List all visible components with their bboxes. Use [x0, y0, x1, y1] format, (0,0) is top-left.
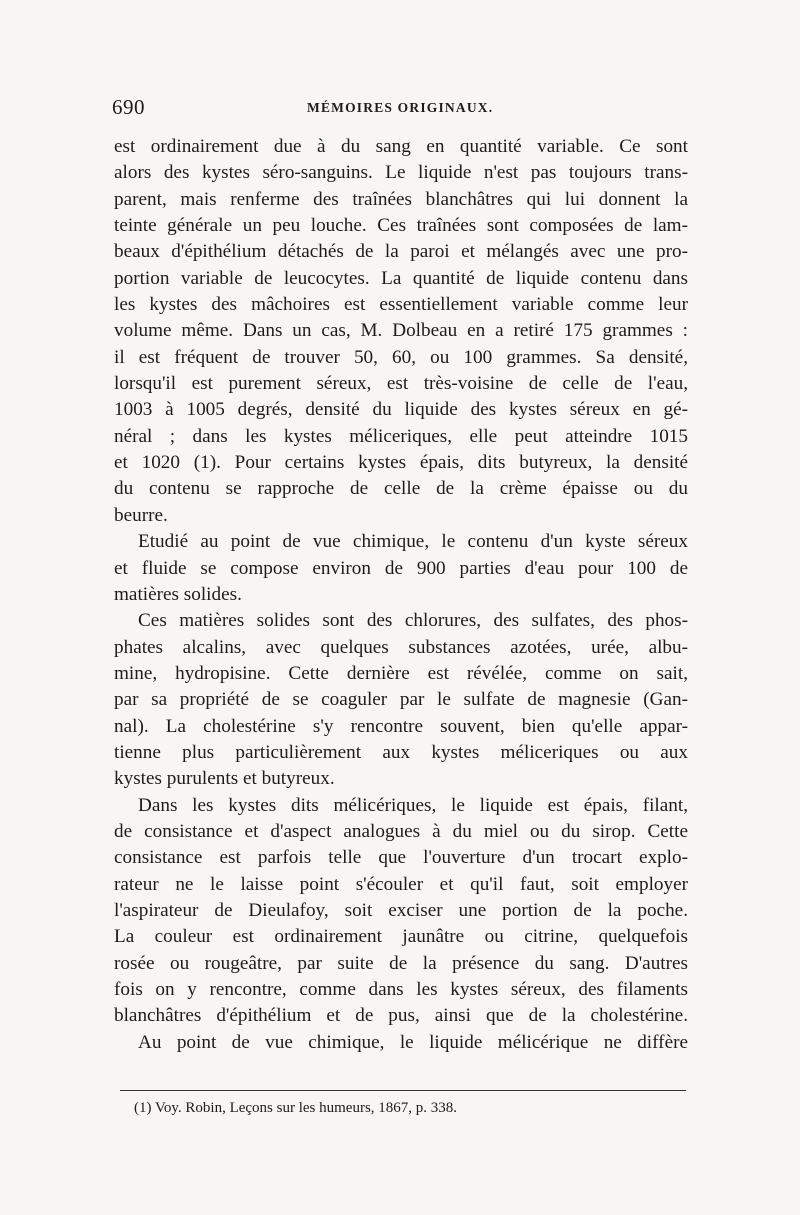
- text-line: Ces matières solides sont des chlorures, des sulfates, des phos-: [138, 610, 688, 632]
- text-line: rateur ne le laisse point s'écouler et qu'il faut, soit employer: [114, 873, 688, 895]
- text-line: Au point de vue chimique, le liquide mélicérique ne diffère: [138, 1031, 688, 1053]
- text-line: et fluide se compose environ de 900 parties d'eau pour 100 de: [114, 557, 688, 579]
- text-line: Dans les kystes dits mélicériques, le liquide est épais, filant,: [138, 794, 688, 816]
- page-number: 690: [112, 95, 145, 119]
- text-line: fois on y rencontre, comme dans les kystes séreux, des filaments: [114, 979, 688, 1000]
- text-line: tienne plus particulièrement aux kystes méliceriques ou aux: [114, 741, 688, 763]
- text-line: Etudié au point de vue chimique, le contenu d'un kyste séreux: [138, 531, 688, 553]
- text-line: 1003 à 1005 degrés, densité du liquide des kystes séreux en gé-: [114, 399, 688, 421]
- text-line: rosée ou rougeâtre, par suite de la présence du sang. D'autres: [114, 952, 688, 974]
- text-line: kystes purulents et butyreux.: [114, 768, 335, 790]
- text-line: il est fréquent de trouver 50, 60, ou 100 grammes. Sa densité,: [114, 346, 688, 368]
- text-line: mine, hydropisine. Cette dernière est révélée, comme on sait,: [114, 662, 688, 684]
- footnote-rule: [120, 1090, 686, 1091]
- text-line: matières solides.: [114, 583, 242, 605]
- text-line: phates alcalins, avec quelques substances azotées, urée, albu-: [114, 636, 688, 658]
- text-line: volume même. Dans un cas, M. Dolbeau en a retiré 175 grammes :: [114, 320, 688, 342]
- text-line: les kystes des mâchoires est essentiellement variable comme leur: [114, 294, 688, 316]
- text-line: du contenu se rapproche de celle de la crème épaisse ou du: [114, 478, 688, 500]
- text-line: nal). La cholestérine s'y rencontre souvent, bien qu'elle appar-: [114, 715, 688, 737]
- text-line: lorsqu'il est purement séreux, est très-voisine de celle de l'eau,: [114, 373, 688, 395]
- text-line: beurre.: [114, 504, 168, 526]
- text-line: et 1020 (1). Pour certains kystes épais, dits butyreux, la densité: [114, 452, 688, 474]
- body-text: [114, 134, 688, 1056]
- text-line: alors des kystes séro-sanguins. Le liquide n'est pas toujours trans-: [114, 162, 688, 184]
- footnote: (1) Voy. Robin, Leçons sur les humeurs, 1867, p. 338.: [134, 1100, 458, 1116]
- running-head: MÉMOIRES ORIGINAUX.: [307, 100, 494, 115]
- text-line: beaux d'épithélium détachés de la paroi et mélangés avec une pro-: [114, 241, 688, 263]
- text-line: blanchâtres d'épithélium et de pus, ainsi que de la cholestérine.: [114, 1005, 688, 1027]
- text-line: néral ; dans les kystes méliceriques, elle peut atteindre 1015: [114, 425, 688, 447]
- text-line: portion variable de leucocytes. La quantité de liquide contenu dans: [114, 267, 688, 289]
- text-line: La couleur est ordinairement jaunâtre ou citrine, quelquefois: [114, 926, 688, 948]
- text-line: par sa propriété de se coaguler par le sulfate de magnesie (Gan-: [114, 689, 688, 711]
- text-line: de consistance et d'aspect analogues à du miel ou du sirop. Cette: [114, 820, 688, 842]
- text-line: est ordinairement due à du sang en quantité variable. Ce sont: [114, 136, 688, 157]
- page-header: [112, 95, 692, 125]
- text-line: parent, mais renferme des traînées blanchâtres qui lui donnent la: [114, 188, 688, 210]
- text-line: consistance est parfois telle que l'ouverture d'un trocart explo-: [114, 847, 688, 869]
- text-line: teinte générale un peu louche. Ces traînées sont composées de lam-: [114, 215, 688, 237]
- text-line: l'aspirateur de Dieulafoy, soit exciser une portion de la poche.: [114, 899, 688, 921]
